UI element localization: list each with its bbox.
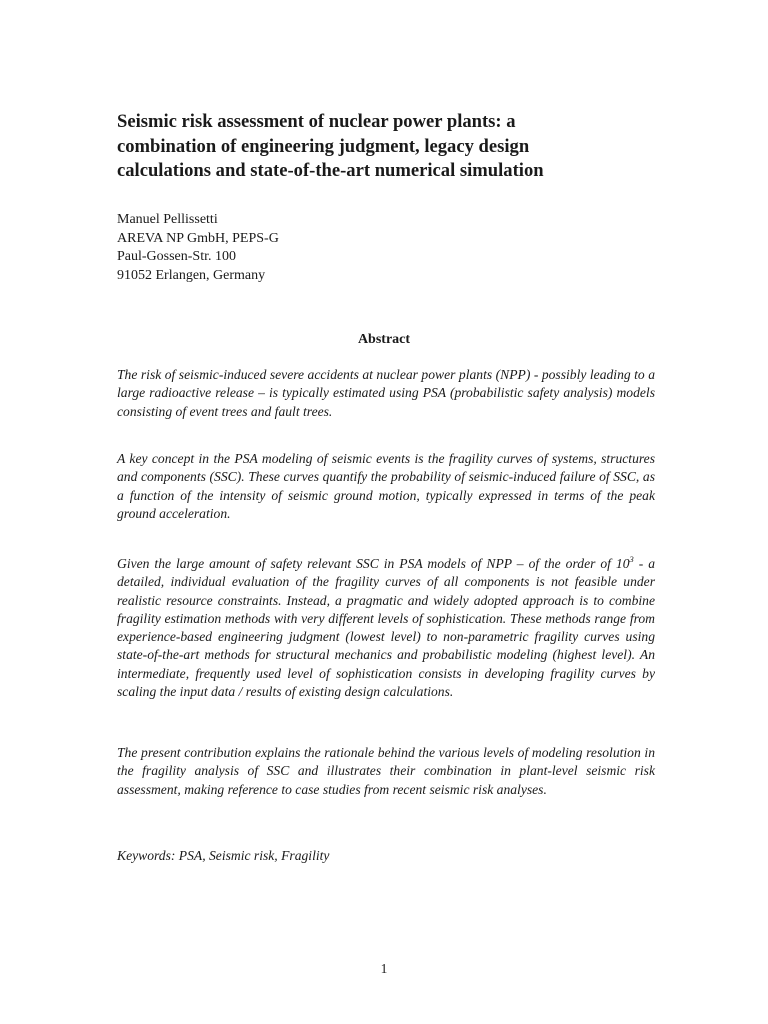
abstract-paragraph-2: A key concept in the PSA modeling of seismic events is the fragility curves of systems, structures and components (SSC). These curves quantify the probability of seismic-induced failure of SSC, as a function of the intensity of seismic ground motion, typically expressed in terms of the peak ground acceleration.: [117, 451, 655, 521]
abstract-paragraph-4: The present contribution explains the rationale behind the various levels of modeling resolution in the fragility analysis of SSC and illustrates their combination in plant-level seismic risk assessment, making reference to case studies from recent seismic risk analyses.: [117, 745, 655, 797]
paragraph-text: - a detailed, individual evaluation of the fragility curves of all components is not feasible under realistic resource constraints. Instead, a pragmatic and widely adopted approach is to combine fragility estimation methods with very different levels of sophistication. These methods range from experience-based engineering judgment (lowest level) to non-parametric fragility curves using state-of-the-art methods for structural mechanics and probabilistic modeling (highest level). An intermediate, frequently used level of sophistication consists in developing fragility curves by scaling the input data / results of existing design calculations.: [117, 556, 656, 700]
author-affiliation: AREVA NP GmbH, PEPS-G: [117, 230, 279, 246]
author-city: 91052 Erlangen, Germany: [117, 267, 266, 283]
abstract-paragraph-1: The risk of seismic-induced severe accidents at nuclear power plants (NPP) - possibly leading to a large radioactive release – is typically estimated using PSA (probabilistic safety analysis) models consisting of event trees and fault trees.: [117, 367, 655, 419]
author-name: Manuel Pellissetti: [117, 212, 218, 227]
abstract-paragraph-3: [117, 555, 655, 701]
paper-title: [117, 110, 677, 184]
title-line: calculations and state-of-the-art numerical simulation: [117, 160, 544, 181]
page-number: 1: [380, 961, 388, 976]
abstract-heading: Abstract: [357, 332, 411, 347]
title-line: combination of engineering judgment, legacy design: [117, 135, 530, 157]
keywords: Keywords: PSA, Seismic risk, Fragility: [117, 848, 330, 863]
title-line: Seismic risk assessment of nuclear power plants: a: [117, 111, 516, 132]
exponent: 3: [629, 554, 634, 564]
paragraph-text: Given the large amount of safety relevant SSC in PSA models of NPP – of the order of 10: [117, 556, 630, 571]
author-street: Paul-Gossen-Str. 100: [117, 249, 236, 264]
author-block: [117, 211, 279, 285]
